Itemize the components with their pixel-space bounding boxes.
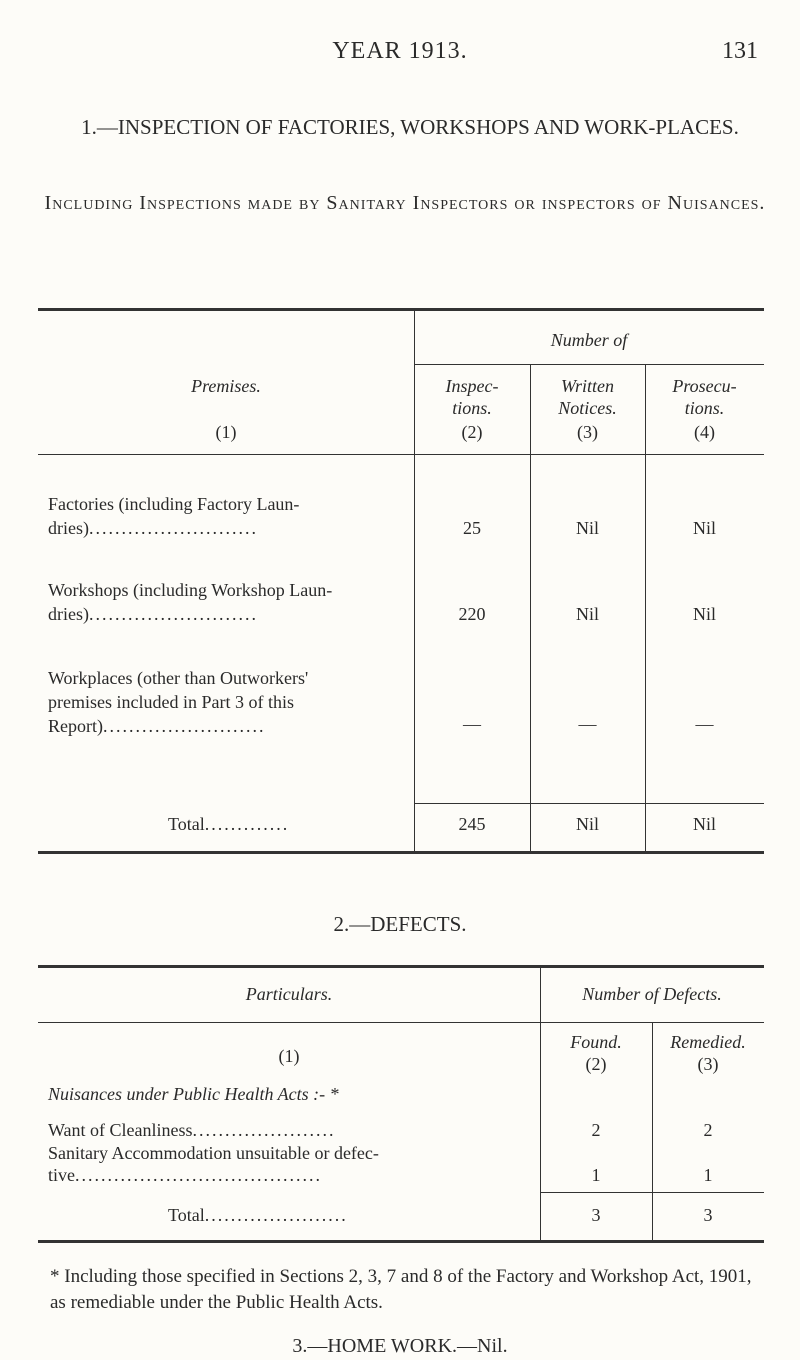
- row-sanitary-text: tive: [48, 1165, 75, 1185]
- col-header-inspections-l1: Inspec-: [445, 376, 499, 396]
- row-workplaces-label-l2: premises included in Part 3 of this: [48, 692, 294, 712]
- col-header-prosecutions-l1: Prosecu-: [672, 376, 737, 396]
- row-workshops-label-text: dries): [48, 604, 89, 624]
- running-header: YEAR 1913.: [332, 38, 468, 64]
- section3-title: 3.—HOME WORK.—Nil.: [292, 1335, 508, 1357]
- table2-total-text: Total: [168, 1205, 205, 1225]
- row-workplaces-notices: —: [578, 714, 597, 734]
- col-header-particulars: Particulars.: [245, 984, 333, 1004]
- row-workshops-label-l2: [48, 604, 258, 625]
- row-sanitary-leader-dots: ......................................: [75, 1165, 322, 1185]
- row-workplaces-label-text: Report): [48, 716, 103, 736]
- row-factories-leader-dots: ..........................: [88, 518, 258, 538]
- table2-bottom-rule: [38, 1240, 764, 1243]
- row-factories-label-l1: Factories (including Factory Laun-: [48, 494, 300, 514]
- col-number-3: (3): [577, 422, 598, 442]
- table2-total-leader-dots: ......................: [204, 1205, 348, 1225]
- row-factories-notices: Nil: [575, 518, 599, 538]
- col-header-notices-l2: Notices.: [558, 398, 617, 418]
- total-prosecutions: Nil: [692, 814, 716, 834]
- table1-bottom-rule: [38, 851, 764, 854]
- row-workshops-notices: Nil: [575, 604, 599, 624]
- table1-total-leader-dots: .............: [204, 814, 290, 834]
- defects-col-number-3: (3): [697, 1054, 719, 1074]
- col-number-2: (2): [461, 422, 483, 442]
- col-number-1: (1): [215, 422, 237, 442]
- table1-total-text: Total: [168, 814, 205, 834]
- row-workshops-leader-dots: ..........................: [88, 604, 258, 624]
- row-cleanliness-leader-dots: ......................: [192, 1120, 336, 1140]
- row-sanitary-remedied: 1: [703, 1165, 713, 1185]
- footnote: * Including those specified in Sections 2, 3, 7 and 8 of the Factory and Workshop Act, 1901, as remediable under the Public Health Acts.: [50, 1266, 752, 1313]
- row-workshops-inspections: 220: [458, 604, 486, 624]
- row-workplaces-label-l1: Workplaces (other than Outworkers': [48, 668, 309, 688]
- nuisances-subheading: Nuisances under Public Health Acts :- *: [48, 1084, 339, 1104]
- row-sanitary-label-l2: [48, 1165, 322, 1186]
- total-remedied: 3: [703, 1205, 713, 1225]
- row-workplaces-inspections: —: [463, 714, 481, 734]
- row-cleanliness-found: 2: [591, 1120, 601, 1140]
- group-header-number-of-defects: Number of Defects.: [582, 984, 722, 1004]
- table1-top-rule: [38, 308, 764, 311]
- defects-col-number-2: (2): [585, 1054, 607, 1074]
- table2-vline-1: [540, 965, 541, 1242]
- table1-total-label: [168, 814, 289, 835]
- col-header-remedied: Remedied.: [670, 1032, 746, 1052]
- total-notices: Nil: [575, 814, 599, 834]
- total-found: 3: [591, 1205, 601, 1225]
- row-workplaces-label-l3: [48, 716, 265, 737]
- row-workplaces-leader-dots: .........................: [102, 716, 266, 736]
- row-sanitary-found: 1: [591, 1165, 601, 1185]
- total-inspections: 245: [458, 814, 486, 834]
- col-header-inspections-l2: tions.: [452, 398, 492, 418]
- section1-subtitle: Including Inspections made by Sanitary Inspectors or inspectors of Nuisances.: [44, 192, 766, 214]
- col-header-notices-l1: Written: [561, 376, 614, 396]
- defects-col-number-1: (1): [278, 1046, 300, 1066]
- col-header-premises: Premises.: [191, 376, 261, 396]
- section2-title: 2.—DEFECTS.: [333, 912, 467, 936]
- col-number-4: (4): [694, 422, 715, 442]
- group-header-number-of: Number of: [550, 330, 628, 350]
- row-factories-label-l2: [48, 518, 258, 539]
- row-cleanliness-label: [48, 1120, 336, 1141]
- row-workshops-prosecutions: Nil: [692, 604, 716, 624]
- table2-total-rule: [540, 1192, 764, 1193]
- table1-header-rule: [38, 454, 764, 455]
- row-factories-inspections: 25: [463, 518, 481, 538]
- row-factories-label-text: dries): [48, 518, 89, 538]
- row-cleanliness-text: Want of Cleanliness: [48, 1120, 193, 1140]
- row-factories-prosecutions: Nil: [692, 518, 716, 538]
- col-header-prosecutions-l2: tions.: [684, 398, 725, 418]
- section1-title: 1.—INSPECTION OF FACTORIES, WORKSHOPS AND WORK-PLACES.: [81, 115, 739, 139]
- row-workplaces-prosecutions: —: [695, 714, 714, 734]
- table2-total-label: [168, 1205, 348, 1226]
- row-workshops-label-l1: Workshops (including Workshop Laun-: [48, 580, 333, 600]
- row-sanitary-label-l1: Sanitary Accommodation unsuitable or defec-: [48, 1143, 379, 1163]
- row-cleanliness-remedied: 2: [703, 1120, 713, 1140]
- page-number: 131: [722, 38, 758, 64]
- table1-total-rule: [414, 803, 764, 804]
- table2-top-rule: [38, 965, 764, 968]
- col-header-found: Found.: [570, 1032, 622, 1052]
- table2-header-rule: [38, 1022, 764, 1023]
- table1-group-rule: [414, 364, 764, 365]
